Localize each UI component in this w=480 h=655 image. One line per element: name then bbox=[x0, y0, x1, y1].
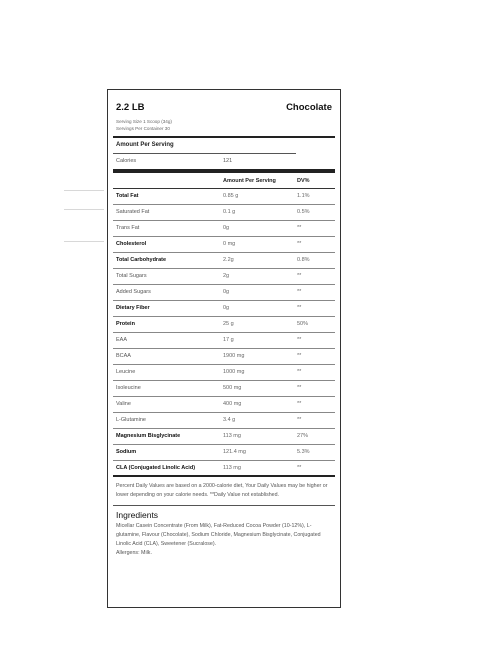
nutrient-name: Valine bbox=[116, 401, 131, 407]
nutrient-amount: 2.2g bbox=[223, 257, 234, 263]
nutrient-amount: 0g bbox=[223, 305, 230, 311]
nutrient-row bbox=[113, 365, 335, 381]
nutrient-row bbox=[113, 317, 335, 333]
nutrient-amount: 400 mg bbox=[223, 401, 242, 407]
nutrient-name: BCAA bbox=[116, 353, 131, 359]
daily-value-footnote: Percent Daily Values are based on a 2000-calorie diet, Your Daily Values may be higher or lower depending on your calorie needs. **Daily Value not established. bbox=[113, 477, 335, 506]
nutrient-amount: 2g bbox=[223, 273, 230, 279]
product-flavor: Chocolate bbox=[286, 102, 332, 113]
nutrient-dv: ** bbox=[297, 225, 302, 231]
nutrient-amount: 3.4 g bbox=[223, 417, 236, 423]
divider-line bbox=[64, 190, 104, 191]
ingredients-text: Micellar Casein Concentrate (From Milk), Fat-Reduced Cocoa Powder (10-12%), L-glutamine, Flavour (Chocolate), Sodium Chloride, Magnesium Bisglycinate, Conjugated Linolic Acid (CLA), Sweetener (Sucralose). bbox=[116, 523, 321, 547]
nutrient-row bbox=[113, 189, 335, 205]
amount-column-header: Amount Per Serving bbox=[223, 178, 276, 184]
nutrient-row bbox=[113, 397, 335, 413]
nutrient-row bbox=[113, 461, 335, 477]
nutrient-name: Cholesterol bbox=[116, 241, 147, 247]
nutrient-amount: 0g bbox=[223, 225, 230, 231]
nutrient-name: Sodium bbox=[116, 449, 137, 455]
calories-row bbox=[113, 154, 335, 173]
nutrient-dv: ** bbox=[297, 241, 302, 247]
nutrient-name: Isoleucine bbox=[116, 385, 141, 391]
nutrient-amount: 500 mg bbox=[223, 385, 242, 391]
nutrient-dv: ** bbox=[297, 305, 302, 311]
nutrient-dv: ** bbox=[297, 401, 302, 407]
servings-per-container: Servings Per Container 30 bbox=[116, 126, 170, 131]
nutrient-name: L-Glutamine bbox=[116, 417, 146, 423]
nutrient-name: Total Sugars bbox=[116, 273, 147, 279]
nutrient-dv: ** bbox=[297, 273, 302, 279]
nutrient-row bbox=[113, 381, 335, 397]
allergens-text: Allergens: Milk. bbox=[116, 550, 152, 556]
nutrient-name: CLA (Conjugated Linolic Acid) bbox=[116, 465, 196, 471]
nutrient-row bbox=[113, 333, 335, 349]
nutrient-row bbox=[113, 205, 335, 221]
nutrient-row bbox=[113, 253, 335, 269]
nutrient-name: Dietary Fiber bbox=[116, 305, 150, 311]
nutrient-row bbox=[113, 221, 335, 237]
amount-per-serving-heading: Amount Per Serving bbox=[116, 142, 174, 148]
serving-size: Serving Size 1 Scoop (34g) bbox=[116, 119, 172, 124]
nutrient-row bbox=[113, 413, 335, 429]
nutrient-dv: ** bbox=[297, 385, 302, 391]
nutrient-name: Total Fat bbox=[116, 193, 139, 199]
nutrient-amount: 113 mg bbox=[223, 465, 241, 471]
label-header bbox=[113, 90, 335, 138]
nutrient-dv: 1.1% bbox=[297, 193, 310, 199]
calories-value: 121 bbox=[223, 158, 233, 164]
nutrient-dv: ** bbox=[297, 465, 302, 471]
nutrient-amount: 0g bbox=[223, 289, 230, 295]
nutrient-dv: ** bbox=[297, 337, 302, 343]
nutrient-amount: 1000 mg bbox=[223, 369, 245, 375]
nutrient-amount: 113 mg bbox=[223, 433, 241, 439]
nutrient-dv: 27% bbox=[297, 433, 309, 439]
nutrient-dv: 5.3% bbox=[297, 449, 310, 455]
divider-line bbox=[64, 241, 104, 242]
product-weight: 2.2 LB bbox=[116, 102, 145, 113]
nutrient-row bbox=[113, 349, 335, 365]
nutrient-table bbox=[113, 189, 335, 477]
nutrient-dv: ** bbox=[297, 289, 302, 295]
divider-line bbox=[64, 209, 104, 210]
nutrient-row bbox=[113, 237, 335, 253]
nutrient-amount: 25 g bbox=[223, 321, 234, 327]
nutrient-amount: 0 mg bbox=[223, 241, 236, 247]
nutrient-row bbox=[113, 429, 335, 445]
nutrient-name: Total Carbohydrate bbox=[116, 257, 167, 263]
nutrition-facts-panel bbox=[107, 89, 341, 608]
nutrient-amount: 121.4 mg bbox=[223, 449, 246, 455]
nutrient-amount: 17 g bbox=[223, 337, 234, 343]
nutrient-row bbox=[113, 301, 335, 317]
nutrient-dv: 0.8% bbox=[297, 257, 310, 263]
nutrient-amount: 0.85 g bbox=[223, 193, 239, 199]
dv-column-header: DV% bbox=[297, 178, 310, 184]
nutrient-row bbox=[113, 285, 335, 301]
ingredients-title: Ingredients bbox=[116, 510, 159, 520]
nutrient-name: EAA bbox=[116, 337, 128, 343]
nutrient-amount: 1900 mg bbox=[223, 353, 245, 359]
nutrient-name: Saturated Fat bbox=[116, 209, 150, 215]
nutrient-dv: 50% bbox=[297, 321, 309, 327]
nutrient-dv: ** bbox=[297, 369, 302, 375]
nutrient-dv: 0.5% bbox=[297, 209, 310, 215]
nutrient-dv: ** bbox=[297, 417, 302, 423]
nutrient-dv: ** bbox=[297, 353, 302, 359]
nutrient-name: Added Sugars bbox=[116, 289, 151, 295]
nutrient-name: Magnesium Bisglycinate bbox=[116, 433, 181, 439]
nutrient-amount: 0.1 g bbox=[223, 209, 236, 215]
nutrient-name: Protein bbox=[116, 321, 135, 327]
calories-label: Calories bbox=[116, 158, 137, 164]
nutrient-name: Trans Fat bbox=[116, 225, 140, 231]
nutrient-name: Leucine bbox=[116, 369, 136, 375]
nutrient-row bbox=[113, 269, 335, 285]
nutrient-row bbox=[113, 445, 335, 461]
column-header-row bbox=[113, 173, 335, 189]
